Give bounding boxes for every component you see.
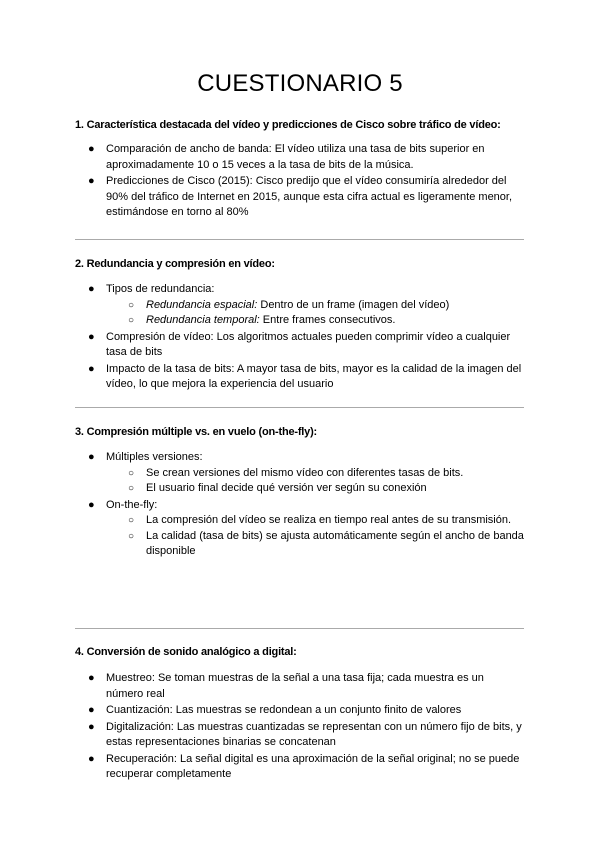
circle-bullet-icon: ○ <box>128 515 135 526</box>
list-item: ● Recuperación: La señal digital es una aproximación de la señal original; no se puede recuperar completamente <box>88 752 520 780</box>
section-divider <box>75 628 524 629</box>
sub-list <box>106 513 524 560</box>
section-1-list <box>0 142 524 222</box>
list-item: ● Comparación de ancho de banda: El vídeo utiliza una tasa de bits superior en aproximadamente 10 o 15 veces a la tasa de bits de la música. <box>88 143 485 171</box>
sub-list-item: ○ El usuario final decide qué versión ver según su conexión <box>0 481 526 497</box>
sub-list-item: ○ Redundancia temporal: Entre frames consecutivos. <box>0 313 526 329</box>
sub-list-item: ○ Se crean versiones del mismo vídeo con diferentes tasas de bits. <box>0 466 526 482</box>
section-1-heading: 1. Característica destacada del vídeo y predicciones de Cisco sobre tráfico de vídeo: <box>75 119 501 131</box>
section-3-heading: 3. Compresión múltiple vs. en vuelo (on-the-fly): <box>75 426 318 438</box>
section-4-list <box>0 671 524 784</box>
bullet-icon: ● <box>88 752 95 765</box>
sub-list-item: ○ La compresión del vídeo se realiza en tiempo real antes de su transmisión. <box>0 513 526 529</box>
section-divider <box>75 239 524 240</box>
sub-list <box>106 466 524 497</box>
circle-bullet-icon: ○ <box>128 315 135 326</box>
sub-list <box>106 298 524 329</box>
list-item: ● Múltiples versiones: ○ Se crean versiones del mismo vídeo con diferentes tasas de bits. ○ El usuario final decide qué versión ver según su conexión <box>0 450 524 497</box>
page-title: CUESTIONARIO 5 <box>197 70 403 97</box>
circle-bullet-icon: ○ <box>128 483 135 494</box>
bullet-icon: ● <box>88 451 95 463</box>
bullet-icon: ● <box>88 175 95 187</box>
bullet-icon: ● <box>88 330 95 343</box>
section-2-list <box>0 282 524 394</box>
sub-list-item: ○ Redundancia espacial: Dentro de un frame (imagen del vídeo) <box>0 298 526 314</box>
bullet-icon: ● <box>88 362 95 375</box>
bullet-icon: ● <box>88 720 95 733</box>
list-item: ● Cuantización: Las muestras se redondean a un conjunto finito de valores <box>0 703 524 719</box>
section-2-heading: 2. Redundancia y compresión en vídeo: <box>75 258 275 270</box>
list-item: ● Compresión de vídeo: Los algoritmos actuales pueden comprimir vídeo a cualquier tasa de bits <box>88 330 511 358</box>
bullet-icon: ● <box>88 283 95 295</box>
circle-bullet-icon: ○ <box>128 530 135 542</box>
section-3-list <box>0 450 524 561</box>
list-item: ● Impacto de la tasa de bits: A mayor tasa de bits, mayor es la calidad de la imagen del vídeo, lo que mejora la experiencia del usuario <box>88 362 522 390</box>
section-4-heading: 4. Conversión de sonido analógico a digital: <box>75 646 297 658</box>
list-item: ● On-the-fly: ○ La compresión del vídeo se realiza en tiempo real antes de su transmisión. ○ La calidad (tasa de bits) se ajusta automáticamente según el ancho de banda disponible <box>0 498 524 560</box>
circle-bullet-icon: ○ <box>128 467 135 479</box>
list-item: ● Digitalización: Las muestras cuantizadas se representan con un número fijo de bits, y estas representaciones binarias se concatenan <box>88 720 522 748</box>
section-divider <box>75 407 524 408</box>
list-item: ● Tipos de redundancia: ○ Redundancia espacial: Dentro de un frame (imagen del vídeo) ○ Redundancia temporal: Entre frames consecutivos. <box>0 282 524 329</box>
circle-bullet-icon: ○ <box>128 299 135 311</box>
sub-list-item: ○ La calidad (tasa de bits) se ajusta automáticamente según el ancho de banda disponible <box>128 529 524 557</box>
bullet-icon: ● <box>88 672 95 684</box>
bullet-icon: ● <box>88 498 95 511</box>
list-item: ● Muestreo: Se toman muestras de la señal a una tasa fija; cada muestra es un número real <box>88 672 484 700</box>
list-item: ● Predicciones de Cisco (2015): Cisco predijo que el vídeo consumiría alrededor del 90% del tráfico de Internet en 2015, aunque esta cifra actual es ligeramente menor, estimándose en torno al 80% <box>88 175 513 218</box>
bullet-icon: ● <box>88 143 95 155</box>
bullet-icon: ● <box>88 704 95 716</box>
